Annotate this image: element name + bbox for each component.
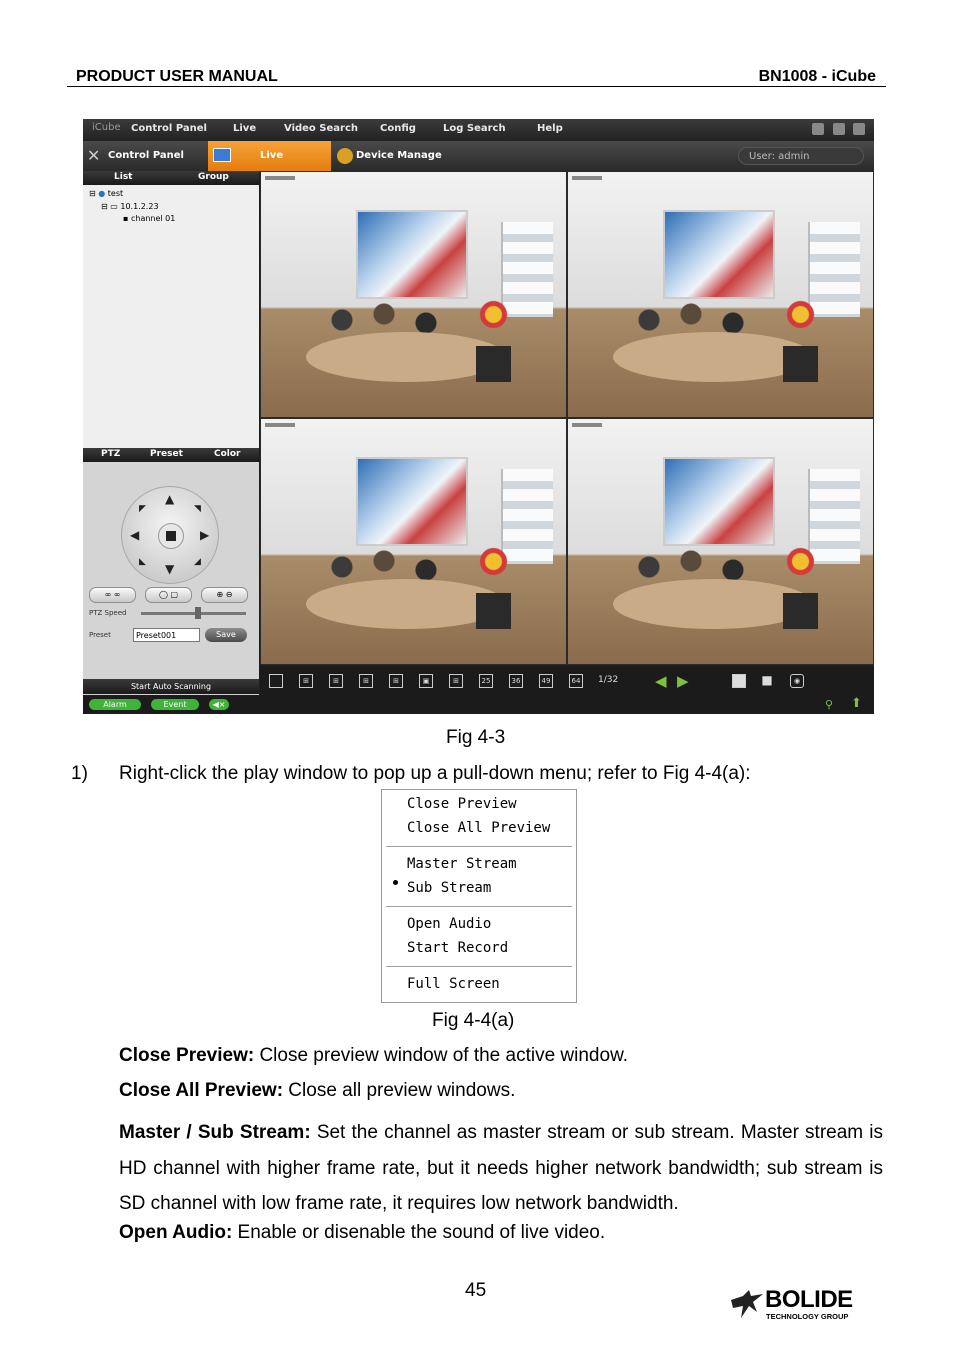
text-open-audio: Enable or disenable the sound of live video. (232, 1222, 606, 1243)
menu-bar (83, 119, 874, 141)
menu-item-master-stream[interactable]: Master Stream (407, 856, 517, 872)
ptz-up-icon[interactable]: ▲ (165, 492, 175, 506)
event-button[interactable]: Event (151, 699, 199, 710)
layout-16-icon[interactable]: ⊞ (449, 674, 463, 688)
tab-control-panel[interactable] (83, 141, 206, 171)
tab-group[interactable]: Group (198, 172, 229, 182)
next-page-icon[interactable]: ▶ (677, 672, 689, 690)
page-number: 45 (465, 1280, 487, 1301)
tree-node-root-label: test (107, 189, 124, 198)
eagle-icon (729, 1286, 765, 1322)
tab-live[interactable] (208, 141, 331, 171)
figure-caption-4-4a: Fig 4-4(a) (432, 1010, 515, 1031)
video-window-4[interactable] (568, 419, 873, 664)
menu-config[interactable]: Config (380, 123, 416, 134)
tree-node-device-label: 10.1.2.23 (120, 202, 159, 211)
tree-node-channel[interactable] (123, 214, 175, 223)
header-title: PRODUCT USER MANUAL (76, 68, 278, 85)
page-indicator: 1/32 (598, 675, 619, 685)
text-close-all-preview: Close all preview windows. (283, 1080, 516, 1101)
brand-label: iCube (92, 122, 121, 133)
layout-8-icon[interactable]: ⊞ (359, 674, 373, 688)
ptz-left-icon[interactable]: ◀ (130, 528, 140, 542)
layout-36-button[interactable]: 36 (509, 674, 523, 688)
tab-color[interactable]: Color (214, 449, 241, 459)
ptz-control-area (83, 462, 259, 714)
snapshot-icon[interactable]: ◉ (790, 674, 804, 688)
ptz-speed-slider-track[interactable] (141, 612, 246, 615)
tree-node-device[interactable]: ⊟ ▭ 10.1.2.23 (101, 202, 159, 211)
video-grid (260, 171, 874, 665)
tab-device-manage-label: Device Manage (356, 150, 442, 161)
list-tabs (83, 171, 259, 185)
layout-49-button[interactable]: 49 (539, 674, 553, 688)
ptz-speed-label: PTZ Speed (89, 609, 127, 617)
prev-page-icon[interactable]: ◀ (655, 672, 667, 690)
menu-item-full-screen[interactable]: Full Screen (407, 976, 500, 992)
preset-select[interactable]: Preset001 (133, 628, 200, 642)
context-menu (381, 789, 577, 1003)
layout-6-icon[interactable]: ⊞ (329, 674, 343, 688)
menu-item-close-preview[interactable]: Close Preview (407, 796, 517, 812)
auto-scan-button[interactable]: Start Auto Scanning (83, 679, 259, 694)
stop-all-icon[interactable] (732, 674, 746, 688)
desc-open-audio (119, 1222, 605, 1244)
desc-close-all-preview (119, 1080, 515, 1102)
left-panel (83, 171, 259, 694)
zoom-icon[interactable]: ⚲ (825, 698, 834, 711)
layout-25-button[interactable]: 25 (479, 674, 493, 688)
ptz-tabs (83, 448, 259, 462)
gear-icon (337, 148, 353, 164)
layout-4-icon[interactable]: ⊞ (299, 674, 313, 688)
menu-separator (386, 966, 572, 968)
selected-bullet-icon (393, 880, 398, 885)
term-close-preview: Close Preview: (119, 1045, 255, 1066)
menu-video-search[interactable]: Video Search (284, 123, 358, 134)
close-icon[interactable] (853, 123, 865, 135)
status-bar (83, 695, 874, 714)
menu-item-start-record[interactable]: Start Record (407, 940, 509, 956)
ptz-speed-slider-knob[interactable] (195, 607, 201, 619)
minimize-icon[interactable] (812, 123, 824, 135)
mute-icon[interactable]: ◀× (209, 699, 229, 710)
menu-item-close-all-preview[interactable]: Close All Preview (407, 820, 551, 836)
focus-buttons[interactable]: ◯ ▢ (145, 587, 192, 603)
menu-item-sub-stream[interactable]: Sub Stream (407, 880, 492, 896)
monitor-icon (213, 148, 231, 162)
video-window-2[interactable] (568, 172, 873, 417)
tab-preset[interactable]: Preset (150, 449, 183, 459)
tree-node-channel-label: channel 01 (130, 214, 176, 223)
layout-64-button[interactable]: 64 (569, 674, 583, 688)
preset-label: Preset (89, 631, 111, 639)
tab-bar (83, 141, 874, 171)
ptz-direction-pad[interactable] (121, 486, 219, 584)
menu-control-panel[interactable]: Control Panel (131, 123, 207, 134)
tab-live-label: Live (260, 150, 284, 161)
desc-close-preview (119, 1045, 628, 1067)
layout-toolbar (260, 667, 874, 695)
layout-1-icon[interactable] (269, 674, 283, 688)
text-close-preview: Close preview window of the active window. (254, 1045, 629, 1066)
tab-control-panel-label: Control Panel (108, 150, 184, 161)
menu-log-search[interactable]: Log Search (443, 123, 506, 134)
tab-ptz[interactable]: PTZ (101, 449, 121, 459)
header-model: BN1008 - iCube (758, 68, 876, 85)
ptz-stop-button[interactable] (158, 523, 184, 549)
term-close-all-preview: Close All Preview: (119, 1080, 284, 1101)
ptz-down-icon[interactable]: ▼ (165, 562, 175, 576)
step-text: Right-click the play window to pop up a pull-down menu; refer to Fig 4-4(a): (119, 763, 751, 784)
video-window-3[interactable] (261, 419, 566, 664)
restore-icon[interactable] (833, 123, 845, 135)
globe-icon: ● (98, 189, 106, 198)
menu-live[interactable]: Live (233, 123, 257, 134)
menu-help[interactable]: Help (537, 123, 563, 134)
ptz-right-icon[interactable]: ▶ (200, 528, 210, 542)
term-open-audio: Open Audio: (119, 1222, 233, 1243)
alarm-button[interactable]: Alarm (89, 699, 141, 710)
desc-master-sub-stream (119, 1115, 883, 1222)
step-number: 1) (71, 763, 88, 784)
text-master-sub-stream: Set the channel as master stream or sub stream. Master stream is HD channel with higher frame rate, but it needs higher network bandwidth; sub stream is SD channel with low frame rate, it requires low network bandwidth. (119, 1122, 884, 1214)
menu-separator (386, 906, 572, 908)
logo-subtitle: TECHNOLOGY GROUP (766, 1312, 849, 1321)
zoom-buttons[interactable]: ∞ ∞ (89, 587, 136, 603)
user-indicator: User: admin (738, 147, 864, 165)
ptz-upleft-icon[interactable]: ◤ (139, 504, 146, 514)
logo-name: BOLIDE (765, 1286, 853, 1313)
tree-node-root[interactable]: ⊟ ● test (89, 189, 124, 198)
layout-10-icon[interactable]: ▣ (419, 674, 433, 688)
menu-item-open-audio[interactable]: Open Audio (407, 916, 492, 932)
device-icon: ▭ (110, 202, 118, 211)
record-icon[interactable]: ■ (761, 673, 773, 687)
company-logo (729, 1286, 879, 1326)
ptz-upright-icon[interactable]: ◥ (194, 504, 201, 514)
tab-device-manage[interactable] (333, 141, 463, 171)
up-arrow-icon[interactable]: ⬆ (851, 696, 862, 711)
figure-caption-4-3: Fig 4-3 (446, 727, 506, 748)
term-master-sub-stream: Master / Sub Stream: (119, 1122, 311, 1143)
menu-separator (386, 846, 572, 848)
ptz-downright-icon[interactable]: ◢ (194, 557, 201, 567)
iris-buttons[interactable]: ⊕ ⊖ (201, 587, 248, 603)
layout-9-icon[interactable]: ⊞ (389, 674, 403, 688)
camera-icon: ▪ (123, 214, 129, 223)
tab-list[interactable]: List (114, 172, 133, 182)
app-screenshot (83, 119, 874, 714)
save-preset-button[interactable]: Save (205, 628, 247, 642)
header-rule (67, 86, 886, 87)
tools-icon: ✕ (87, 146, 101, 165)
ptz-downleft-icon[interactable]: ◣ (139, 557, 146, 567)
video-window-1[interactable] (261, 172, 566, 417)
